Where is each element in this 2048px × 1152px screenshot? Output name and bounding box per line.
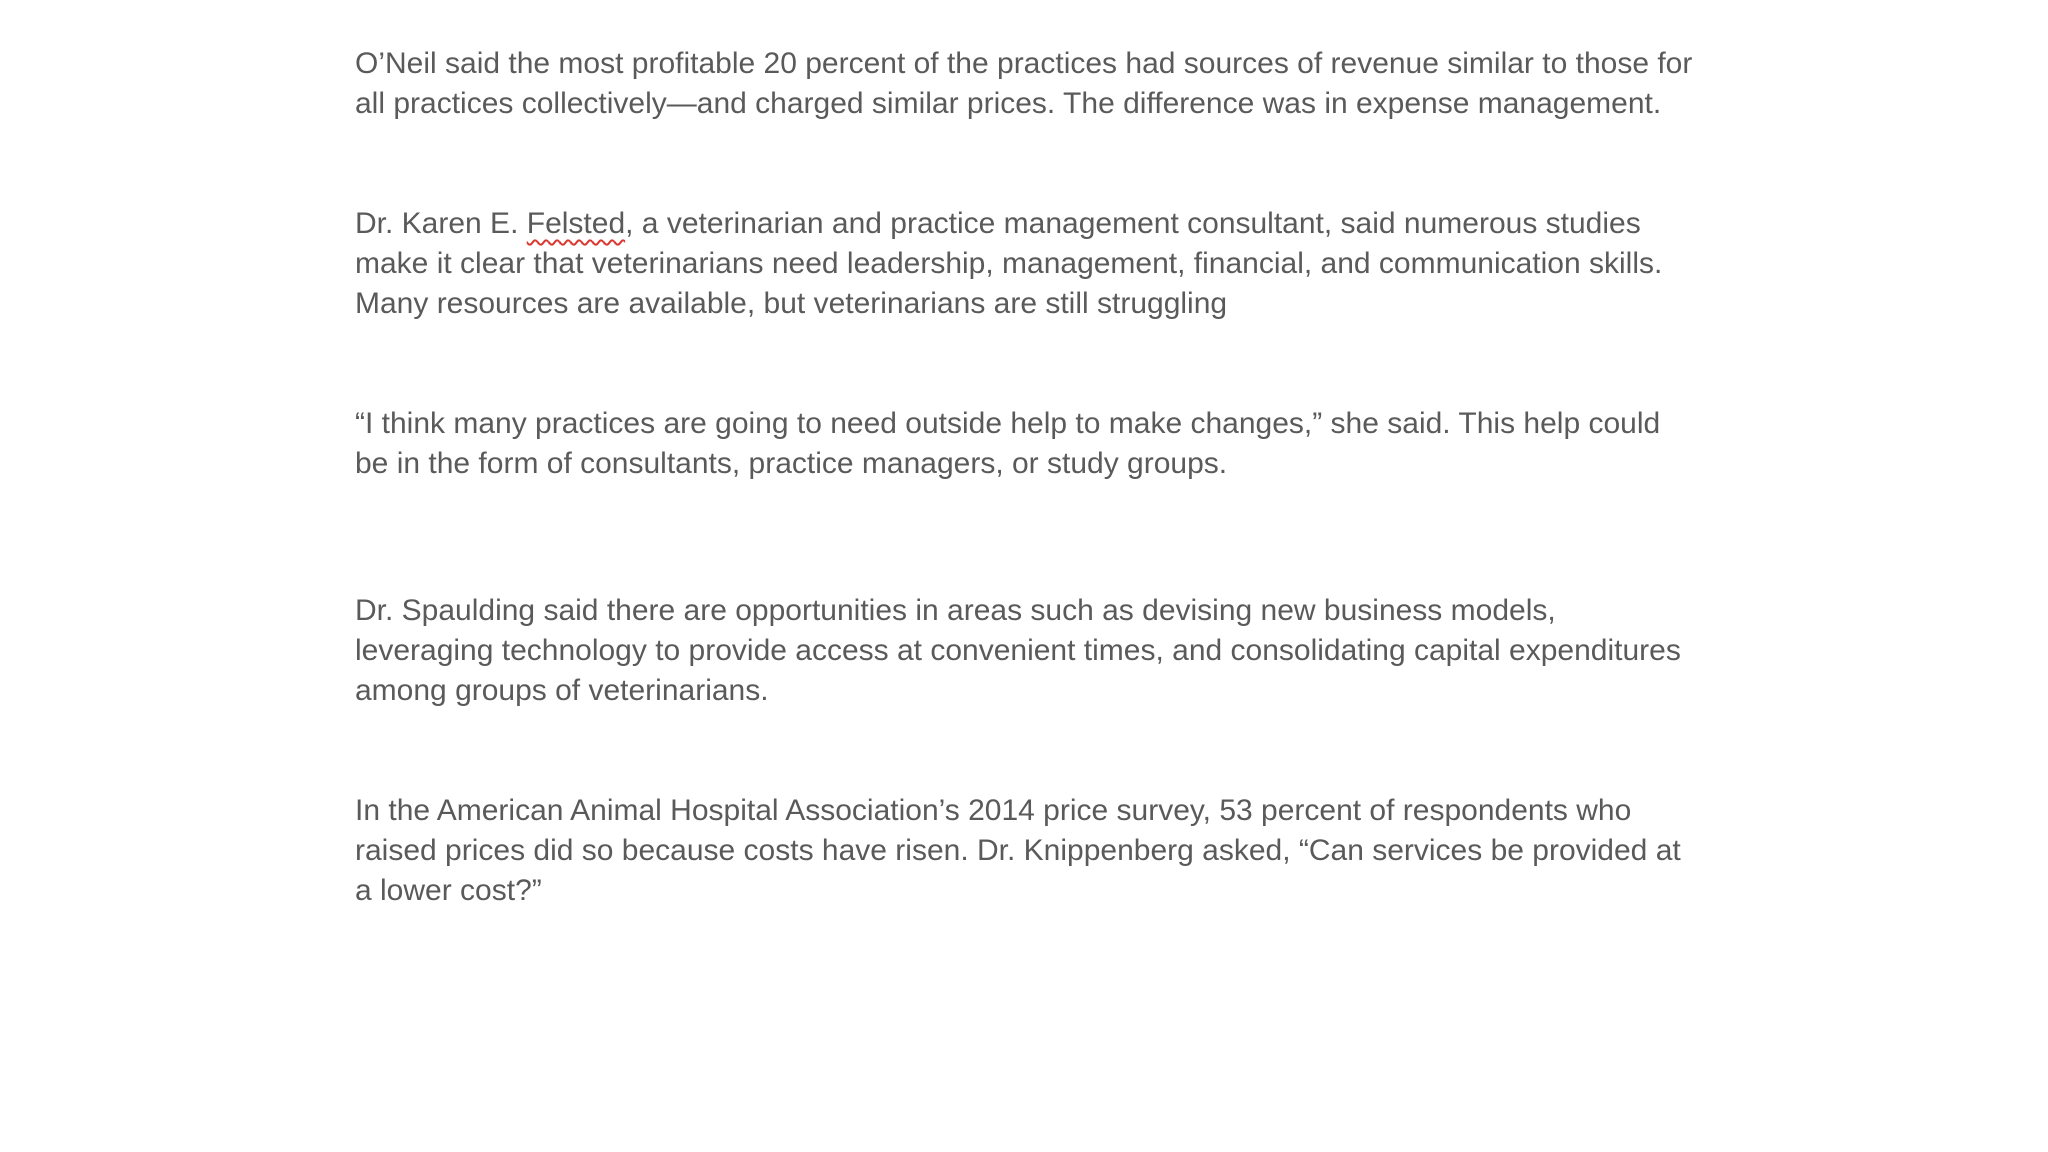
paragraph-outside-help-quote: “I think many practices are going to need outside help to make changes,” she said. This help could be in the form of consultants, practice managers, or study groups. [355, 407, 1661, 480]
spellcheck-flagged-word[interactable]: Felsted [526, 207, 626, 240]
paragraph-felsted-lead: Dr. Karen E. [355, 207, 527, 240]
paragraph-aaha-survey: In the American Animal Hospital Association’s 2014 price survey, 53 percent of respondents who raised prices did so because costs have risen. Dr. Knippenberg asked, “Can services be provided at a lower cost?” [355, 794, 1681, 907]
paragraph-spaulding: Dr. Spaulding said there are opportunities in areas such as devising new business models, leveraging technology to provide access at convenient times, and consolidating capital expenditures among groups of veterinarians. [355, 594, 1681, 707]
paragraph-felsted-rest: , a veterinarian and practice management consultant, said numerous studies make it clear that veterinarians need leadership, management, financial, and communication skills. Many resources are available, but veterinarians are still struggling [355, 207, 1663, 320]
paragraph-oneil: O’Neil said the most profitable 20 percent of the practices had sources of revenue similar to those for all practices collectively—and charged similar prices. The difference was in expense management. [355, 47, 1693, 120]
document-body[interactable] [355, 44, 1695, 911]
paragraph-felsted [355, 204, 1695, 324]
